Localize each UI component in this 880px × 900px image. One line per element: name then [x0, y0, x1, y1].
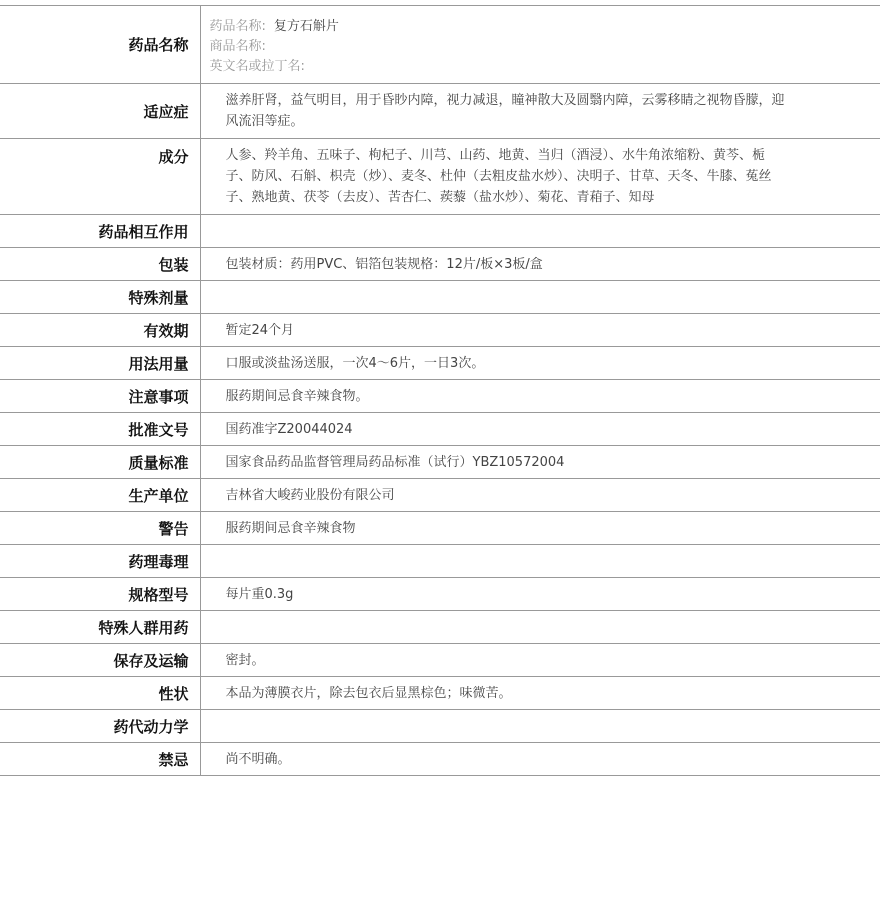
row-value: 尚不明确。 — [200, 743, 880, 776]
row-value: 国药准字Z20044024 — [200, 413, 880, 446]
generic-name-label: 药品名称: — [209, 18, 266, 34]
drug-spec-table — [0, 5, 880, 776]
row-label: 生产单位 — [0, 479, 200, 512]
row-label: 药品相互作用 — [0, 215, 200, 248]
row-value: 包装材质：药用PVC、铝箔包装规格：12片/板×3板/盒 — [200, 248, 880, 281]
table-row-manufacturer — [0, 479, 880, 512]
row-value — [200, 710, 880, 743]
table-row-approval-number — [0, 413, 880, 446]
row-value: 吉林省大峻药业股份有限公司 — [200, 479, 880, 512]
table-row-warning — [0, 512, 880, 545]
table-row-drug-name — [0, 6, 880, 84]
row-label: 质量标准 — [0, 446, 200, 479]
table-row-special-dosage — [0, 281, 880, 314]
row-label: 包装 — [0, 248, 200, 281]
table-row-pharmacokinetics — [0, 710, 880, 743]
row-value — [200, 281, 880, 314]
table-row-quality-standard — [0, 446, 880, 479]
english-name-line — [210, 57, 871, 77]
row-label: 保存及运输 — [0, 644, 200, 677]
row-label: 适应症 — [0, 84, 200, 139]
trade-name-label: 商品名称: — [209, 38, 266, 54]
row-label: 注意事项 — [0, 380, 200, 413]
row-label: 成分 — [0, 139, 200, 215]
english-name-label: 英文名或拉丁名: — [209, 58, 305, 74]
row-label: 特殊剂量 — [0, 281, 200, 314]
row-value: 滋养肝肾，益气明目，用于昏眇内障，视力减退，瞳神散大及圆翳内障，云雾移睛之视物昏朦，迎风流泪等症。 — [200, 84, 880, 139]
row-label: 有效期 — [0, 314, 200, 347]
row-value: 人参、羚羊角、五味子、枸杞子、川芎、山药、地黄、当归（酒浸）、水牛角浓缩粉、黄芩、栀子、防风、石斛、枳壳（炒）、麦冬、杜仲（去粗皮盐水炒）、决明子、甘草、天冬、牛膝、菟丝子、熟地黄、茯苓（去皮）、苦杏仁、蒺藜（盐水炒）、菊花、青葙子、知母 — [200, 139, 880, 215]
table-row-specification — [0, 578, 880, 611]
table-row-interactions — [0, 215, 880, 248]
table-row-description — [0, 677, 880, 710]
generic-name-value: 复方石斛片 — [273, 18, 339, 34]
row-label: 药品名称 — [0, 6, 200, 84]
table-row-storage — [0, 644, 880, 677]
row-value: 国家食品药品监督管理局药品标准（试行）YBZ10572004 — [200, 446, 880, 479]
row-value: 服药期间忌食辛辣食物。 — [200, 380, 880, 413]
row-label: 性状 — [0, 677, 200, 710]
table-row-pharmacology — [0, 545, 880, 578]
row-label: 用法用量 — [0, 347, 200, 380]
row-label: 药代动力学 — [0, 710, 200, 743]
row-value: 口服或淡盐汤送服，一次4～6片，一日3次。 — [200, 347, 880, 380]
row-value: 服药期间忌食辛辣食物 — [200, 512, 880, 545]
table-row-indications — [0, 84, 880, 139]
table-row-dosage — [0, 347, 880, 380]
table-row-ingredients — [0, 139, 880, 215]
row-value: 暂定24个月 — [200, 314, 880, 347]
row-label: 批准文号 — [0, 413, 200, 446]
generic-name-line — [210, 17, 871, 37]
row-label: 规格型号 — [0, 578, 200, 611]
row-label: 特殊人群用药 — [0, 611, 200, 644]
row-value: 密封。 — [200, 644, 880, 677]
row-value: 本品为薄膜衣片，除去包衣后显黑棕色；味微苦。 — [200, 677, 880, 710]
row-label: 药理毒理 — [0, 545, 200, 578]
row-value — [200, 611, 880, 644]
table-row-contraindications — [0, 743, 880, 776]
table-row-shelf-life — [0, 314, 880, 347]
row-value — [200, 545, 880, 578]
drug-name-block — [200, 6, 880, 84]
row-label: 警告 — [0, 512, 200, 545]
row-value: 每片重0.3g — [200, 578, 880, 611]
table-row-special-populations — [0, 611, 880, 644]
table-row-packaging — [0, 248, 880, 281]
table-row-precautions — [0, 380, 880, 413]
row-value — [200, 215, 880, 248]
trade-name-line — [210, 37, 871, 57]
row-label: 禁忌 — [0, 743, 200, 776]
